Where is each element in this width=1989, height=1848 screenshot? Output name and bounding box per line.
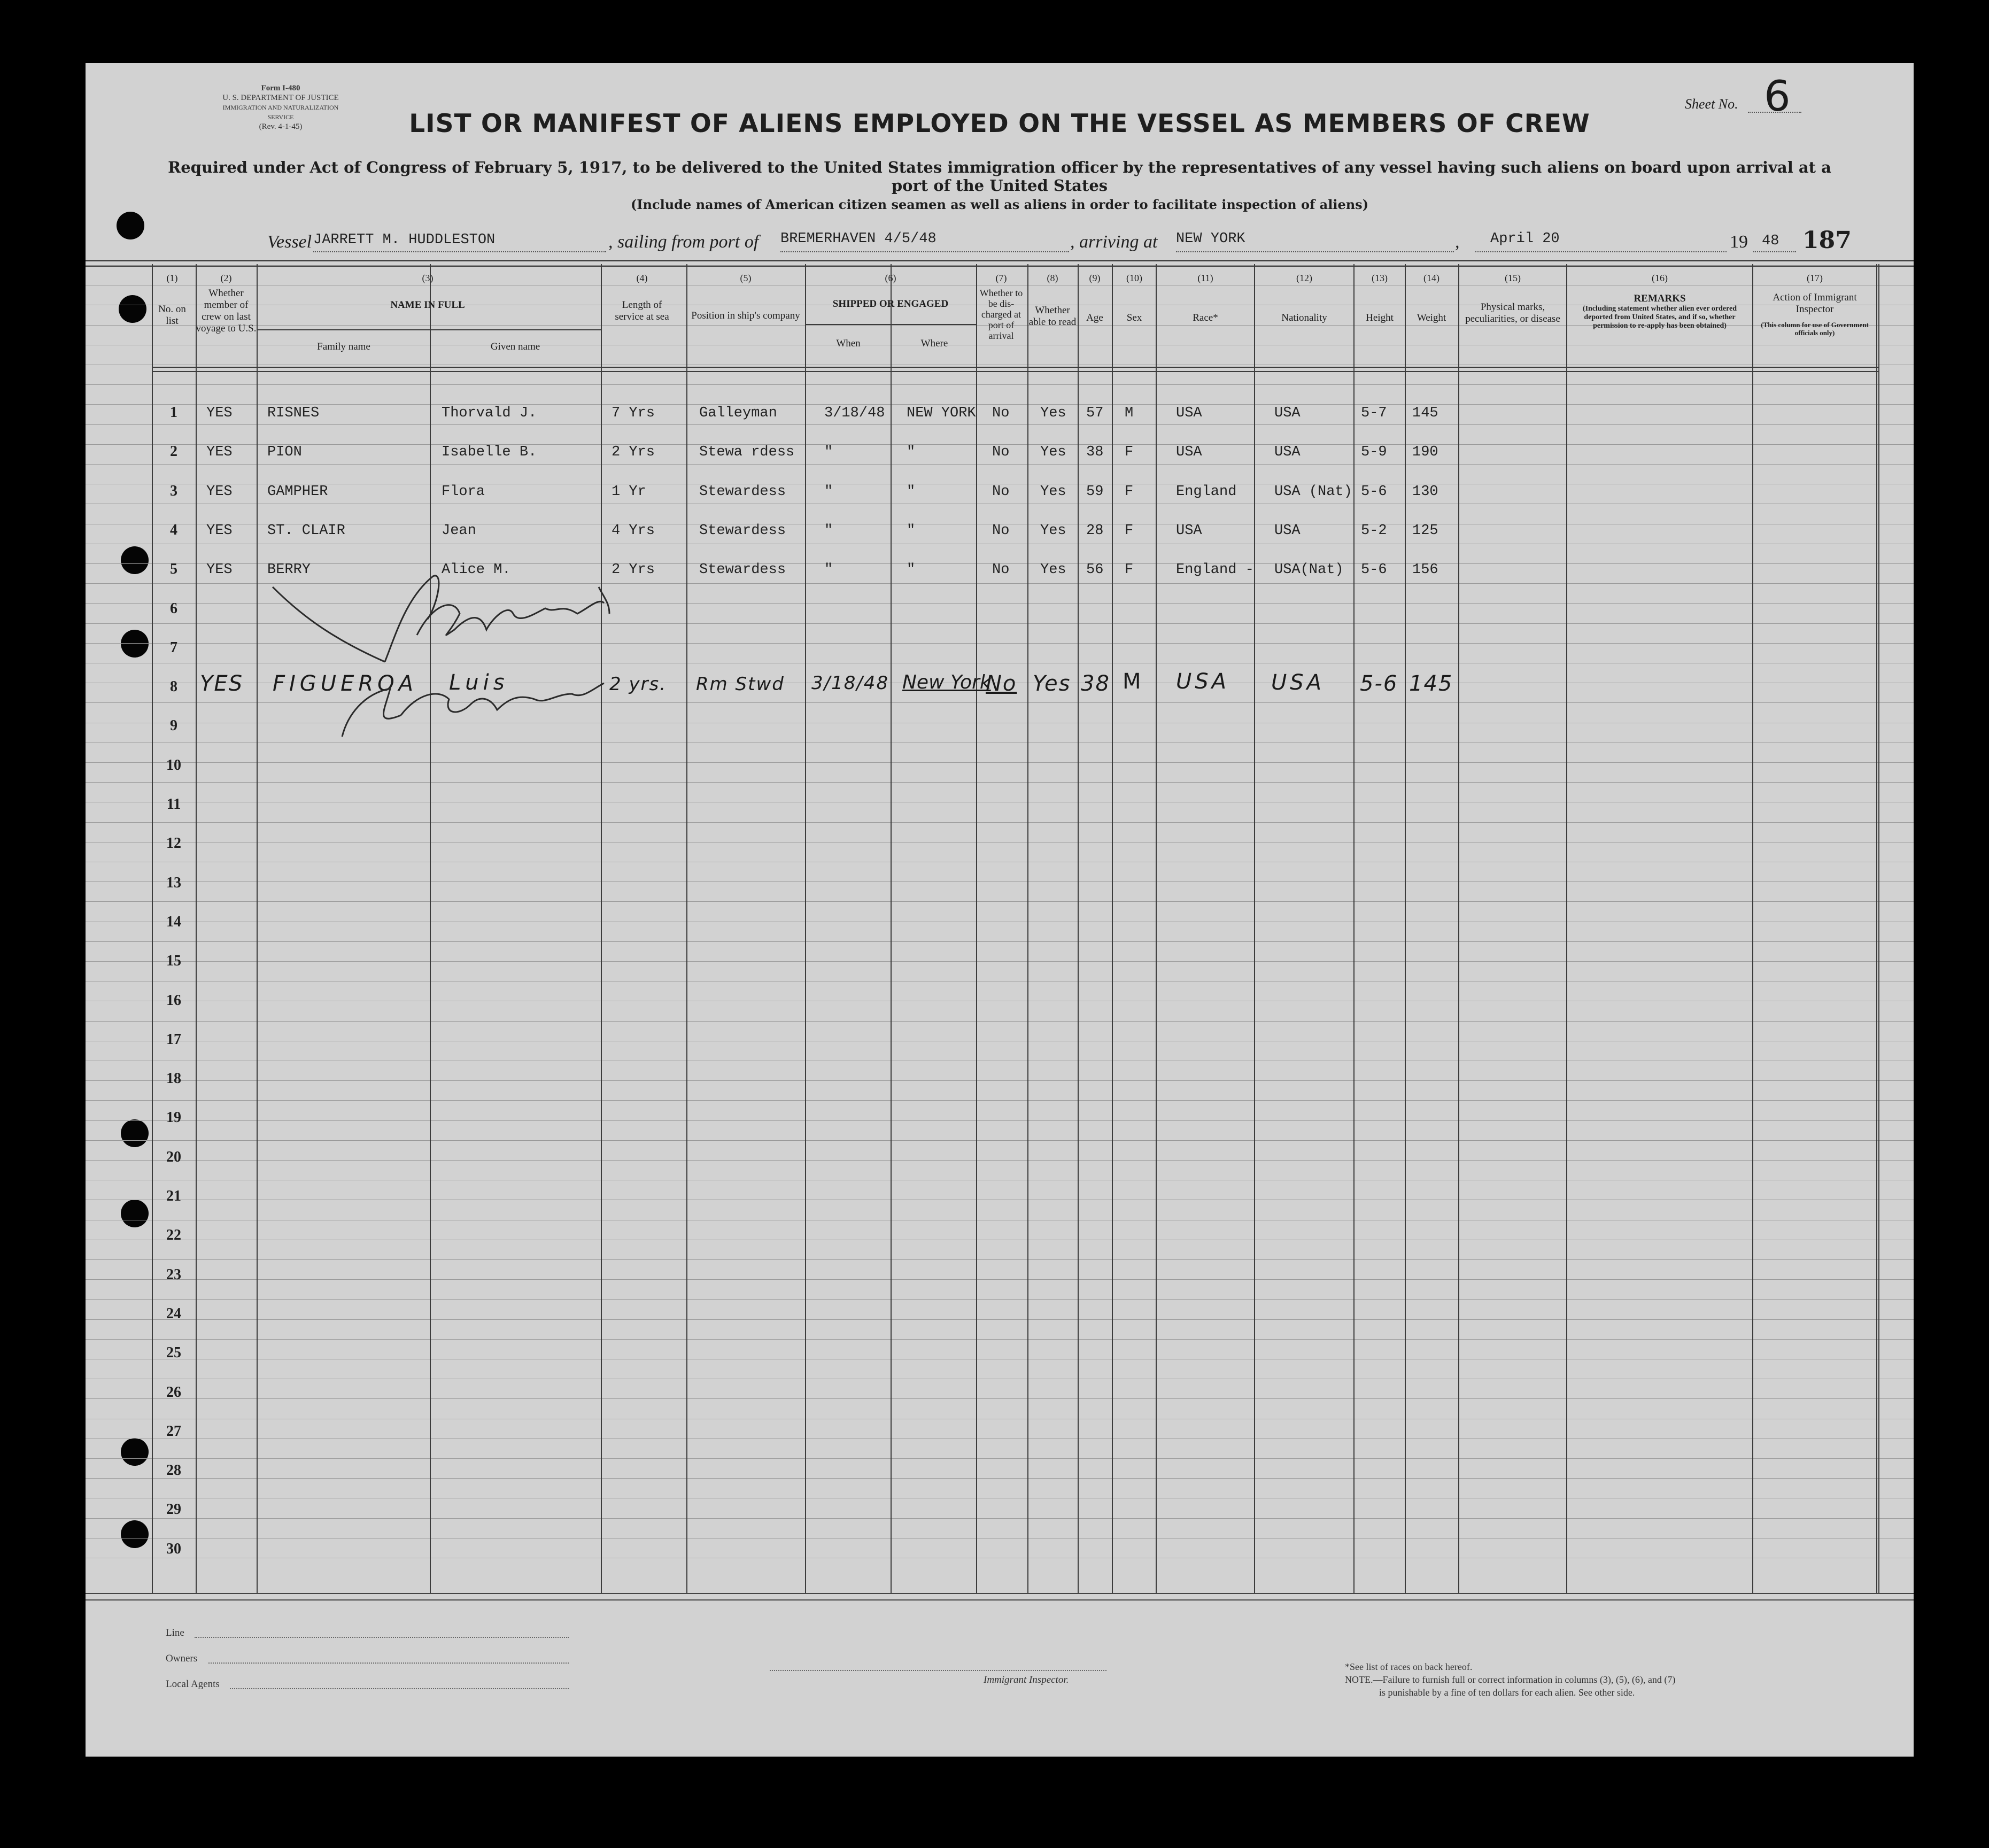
entry-member: YES <box>206 562 233 578</box>
inspector-signature-line <box>770 1670 1106 1671</box>
arriving-label: , arriving at <box>1070 232 1158 252</box>
row-number: 4 <box>170 521 177 538</box>
note-races: *See list of races on back hereof. <box>1345 1661 1473 1672</box>
col-7-number: (7) <box>995 273 1007 283</box>
entry-height: 5-2 <box>1361 522 1387 539</box>
entry-race: USA <box>1176 444 1202 461</box>
entry-read: Yes <box>1040 405 1066 421</box>
page-title: LIST OR MANIFEST OF ALIENS EMPLOYED ON THE VESSEL AS MEMBERS OF CREW <box>409 109 1590 138</box>
port-from: BREMERHAVEN 4/5/48 <box>780 231 937 247</box>
col-15-label: Physical marks, peculiarities, or disease <box>1465 301 1560 324</box>
entry-position: Stewardess <box>699 483 786 500</box>
entry-given: Thorvald J. <box>442 405 537 421</box>
entry-position: Stewa rdess <box>699 444 795 461</box>
col-5-number: (5) <box>740 273 752 283</box>
punch-hole <box>121 1438 149 1466</box>
entry-given: Flora <box>442 483 485 500</box>
hw-height: 5-6 <box>1360 671 1398 696</box>
entry-when: " <box>824 483 833 500</box>
entry-service: 2 Yrs <box>612 444 655 461</box>
table-bottom-border <box>86 1593 1914 1600</box>
service: IMMIGRATION AND NATURALIZATION SERVICE <box>222 104 339 121</box>
table-top-border <box>86 260 1914 267</box>
vessel-underline <box>313 251 606 252</box>
entry-member: YES <box>206 444 233 461</box>
entry-discharged: No <box>992 522 1010 539</box>
note-penalty-2: is punishable by a fine of ten dollars for each alien. See other side. <box>1379 1687 1635 1698</box>
row-number: 10 <box>166 756 181 774</box>
row-number: 26 <box>166 1383 181 1401</box>
entry-service: 4 Yrs <box>612 522 655 539</box>
row-number: 1 <box>170 404 177 421</box>
entry-member: YES <box>206 405 233 421</box>
hw-weight: 145 <box>1409 671 1453 696</box>
entry-where: " <box>907 522 916 539</box>
entry-nationality: USA <box>1274 405 1301 421</box>
subtitle-2: port of the United States <box>891 176 1108 195</box>
col-2-number: (2) <box>220 273 232 283</box>
row-number: 21 <box>166 1188 181 1204</box>
punch-hole <box>121 1119 149 1147</box>
entry-weight: 130 <box>1412 483 1438 500</box>
entry-race: England <box>1176 483 1237 500</box>
sailing-label: , sailing from port of <box>608 232 759 252</box>
hw-family: FIGUEROA <box>273 671 417 696</box>
footer-owners-label: Owners <box>166 1653 198 1664</box>
col-1-number: (1) <box>166 273 178 283</box>
row-number: 11 <box>166 796 181 813</box>
col-9-number: (9) <box>1089 273 1101 283</box>
col-16-label: REMARKS <box>1634 293 1686 304</box>
col-7-label: Whether to be dis-charged at port of arrival <box>979 288 1023 341</box>
hw-nationality: USA <box>1271 670 1325 695</box>
entry-age: 28 <box>1086 522 1104 539</box>
sheet-label: Sheet No. <box>1685 96 1738 112</box>
footer-line-field <box>195 1637 569 1638</box>
hw-position: Rm Stwd <box>696 674 785 695</box>
hw-sex: M <box>1123 669 1142 694</box>
entry-age: 38 <box>1086 444 1104 461</box>
entry-weight: 156 <box>1412 562 1438 578</box>
row-number: 17 <box>166 1031 181 1048</box>
entry-weight: 145 <box>1412 405 1438 421</box>
col-4-number: (4) <box>636 273 648 283</box>
row-number: 6 <box>170 600 177 617</box>
col-11-label: Race* <box>1193 312 1218 323</box>
entry-service: 2 Yrs <box>612 562 655 578</box>
row-number: 2 <box>170 443 177 460</box>
col-6-when: When <box>836 338 861 349</box>
row-number: 30 <box>166 1540 181 1557</box>
entry-member: YES <box>206 483 233 500</box>
entry-service: 7 Yrs <box>612 405 655 421</box>
signature-marks <box>257 555 695 747</box>
entry-age: 57 <box>1086 405 1104 421</box>
entry-discharged: No <box>992 562 1010 578</box>
entry-height: 5-7 <box>1361 405 1387 421</box>
inspector-label: Immigrant Inspector. <box>984 1674 1069 1685</box>
col-10-label: Sex <box>1126 312 1142 323</box>
row-number: 13 <box>166 874 181 891</box>
row-number: 5 <box>170 561 177 578</box>
col-16-number: (16) <box>1652 273 1668 283</box>
entry-position: Galleyman <box>699 405 777 421</box>
voyage-line: Vessel JARRETT M. HUDDLESTON , sailing from port of BREMERHAVEN 4/5/48 , arriving at NEW YORK , April 20 19 48 187 <box>267 227 1852 254</box>
entry-height: 5-9 <box>1361 444 1387 461</box>
entry-race: USA <box>1176 522 1202 539</box>
entry-family: GAMPHER <box>267 483 328 500</box>
entry-nationality: USA(Nat) <box>1274 562 1344 578</box>
col-13-label: Height <box>1366 312 1394 323</box>
col-13-number: (13) <box>1372 273 1388 283</box>
hw-read: Yes <box>1033 671 1071 696</box>
form-number: Form I-480 <box>261 84 300 92</box>
hw-discharged: No <box>986 671 1017 696</box>
col-11-number: (11) <box>1197 273 1213 283</box>
entry-when: " <box>824 444 833 461</box>
row-number: 15 <box>166 953 181 970</box>
entry-age: 56 <box>1086 562 1104 578</box>
entry-discharged: No <box>992 444 1010 461</box>
entry-discharged: No <box>992 483 1010 500</box>
row-number: 18 <box>166 1070 181 1087</box>
entry-sex: F <box>1125 444 1134 461</box>
entry-family: PION <box>267 444 302 461</box>
row-number: 23 <box>166 1266 181 1283</box>
punch-hole <box>121 546 149 574</box>
entry-given: Isabelle B. <box>442 444 537 461</box>
entry-position: Stewardess <box>699 522 786 539</box>
punch-hole <box>119 295 146 323</box>
row-number: 3 <box>170 482 177 499</box>
row-number: 7 <box>170 639 177 656</box>
col-3-family: Family name <box>317 341 370 352</box>
col-12-number: (12) <box>1296 273 1312 283</box>
hw-member: YES <box>200 671 244 696</box>
row-number: 8 <box>170 678 177 695</box>
hw-race: USA <box>1176 669 1230 694</box>
entry-nationality: USA <box>1274 444 1301 461</box>
year-prefix: 19 <box>1730 232 1748 252</box>
entry-where: " <box>907 483 916 500</box>
entry-race: England - <box>1176 562 1254 578</box>
punch-hole <box>121 1520 149 1548</box>
date-underline <box>1475 251 1727 252</box>
col-4-label: Length of service at sea <box>615 299 669 322</box>
entry-weight: 125 <box>1412 522 1438 539</box>
entry-service: 1 Yr <box>612 483 646 500</box>
entry-position: Stewardess <box>699 562 786 578</box>
subtitle-3: (Include names of American citizen seamen as well as aliens in order to facilitate inspection of aliens) <box>630 197 1369 212</box>
entry-when: " <box>824 562 833 578</box>
hw-where: New York <box>902 671 991 693</box>
col-6-where: Where <box>920 338 948 349</box>
hw-when: 3/18/48 <box>811 672 889 694</box>
hw-given: Luis <box>449 670 509 695</box>
hw-age: 38 <box>1081 671 1110 696</box>
sheet-number: 6 <box>1764 73 1792 121</box>
entry-nationality: USA (Nat) <box>1274 483 1352 500</box>
row-number: 22 <box>166 1227 181 1244</box>
stamp-number: 187 <box>1802 227 1852 254</box>
col-8-label: Whether able to read <box>1028 305 1077 328</box>
entry-height: 5-6 <box>1361 562 1387 578</box>
col-9-label: Age <box>1086 312 1103 323</box>
year-underline <box>1753 251 1796 252</box>
footer-agents-field <box>230 1688 569 1689</box>
row-number: 29 <box>166 1501 181 1518</box>
entry-family: ST. CLAIR <box>267 522 345 539</box>
row-number: 25 <box>166 1344 181 1362</box>
row-number: 28 <box>166 1462 181 1479</box>
entry-height: 5-6 <box>1361 483 1387 500</box>
port-from-underline <box>780 251 1069 252</box>
col-6-number: (6) <box>885 273 896 283</box>
entry-age: 59 <box>1086 483 1104 500</box>
hw-service: 2 yrs. <box>609 674 667 695</box>
entry-read: Yes <box>1040 562 1066 578</box>
entry-given: Jean <box>442 522 476 539</box>
col-17-number: (17) <box>1807 273 1823 283</box>
row-number: 24 <box>166 1305 181 1322</box>
vessel-name: JARRETT M. HUDDLESTON <box>313 232 496 248</box>
punch-hole <box>121 630 149 658</box>
col-3-given: Given name <box>490 341 540 352</box>
entry-where: " <box>907 562 916 578</box>
col-12-label: Nationality <box>1281 312 1327 323</box>
entry-family: RISNES <box>267 405 320 421</box>
col-1-label: No. on list <box>158 304 186 327</box>
entry-race: USA <box>1176 405 1202 421</box>
col-17-sub: (This column for use of Government officials only) <box>1761 321 1869 337</box>
entry-family: BERRY <box>267 562 311 578</box>
row-number: 12 <box>166 835 181 852</box>
footer-owners-field <box>208 1663 569 1664</box>
entry-read: Yes <box>1040 483 1066 500</box>
row-number: 16 <box>166 992 181 1009</box>
row-number: 27 <box>166 1422 181 1440</box>
entry-sex: F <box>1125 522 1134 539</box>
note-penalty-1: NOTE.—Failure to furnish full or correct information in columns (3), (5), (6), and (7) <box>1345 1674 1676 1685</box>
subtitle-1: Required under Act of Congress of February 5, 1917, to be delivered to the United States immigration officer by the representatives of any vessel having such aliens on board upon arrival at a <box>168 158 1831 176</box>
entry-nationality: USA <box>1274 522 1301 539</box>
entry-member: YES <box>206 522 233 539</box>
entry-when: 3/18/48 <box>824 405 885 421</box>
footer-agents-label: Local Agents <box>166 1679 220 1690</box>
arrival-date: April 20 <box>1490 231 1560 247</box>
entry-sex: F <box>1125 562 1134 578</box>
col-3-label: NAME IN FULL <box>390 299 465 311</box>
row-number: 9 <box>170 717 177 734</box>
entry-read: Yes <box>1040 522 1066 539</box>
col-2-label: Whether member of crew on last voyage to U.S. <box>196 288 257 334</box>
entry-read: Yes <box>1040 444 1066 461</box>
year: 48 <box>1762 233 1779 249</box>
col-14-label: Weight <box>1417 312 1446 323</box>
col-5-label: Position in ship's company <box>691 310 800 321</box>
vessel-label: Vessel <box>267 232 312 252</box>
entry-where: NEW YORK <box>907 405 976 421</box>
port-to: NEW YORK <box>1176 231 1245 247</box>
entry-sex: F <box>1125 483 1134 500</box>
revision: (Rev. 4-1-45) <box>259 122 303 131</box>
col-10-number: (10) <box>1126 273 1142 283</box>
entry-given: Alice M. <box>442 562 511 578</box>
entry-sex: M <box>1125 405 1134 421</box>
entry-where: " <box>907 444 916 461</box>
entry-when: " <box>824 522 833 539</box>
col-17-label: Action of Immigrant Inspector <box>1773 292 1857 315</box>
department: U. S. DEPARTMENT OF JUSTICE <box>222 94 339 102</box>
col-15-number: (15) <box>1505 273 1521 283</box>
entry-discharged: No <box>992 405 1010 421</box>
row-number: 20 <box>166 1148 181 1165</box>
col-16-sub: (Including statement whether alien ever ordered deported from United States, and if so, whether permission to re-apply has been obtained) <box>1582 305 1737 330</box>
manifest-sheet <box>86 63 1914 1757</box>
col-8-number: (8) <box>1047 273 1058 283</box>
footer-line-label: Line <box>166 1627 184 1638</box>
punch-hole <box>121 1200 149 1227</box>
port-to-underline <box>1176 251 1454 252</box>
col-3-number: (3) <box>422 273 434 283</box>
entry-weight: 190 <box>1412 444 1438 461</box>
row-number: 14 <box>166 913 181 930</box>
col-6-label: SHIPPED OR ENGAGED <box>832 298 949 310</box>
col-14-number: (14) <box>1423 273 1439 283</box>
row-number: 19 <box>166 1109 181 1126</box>
